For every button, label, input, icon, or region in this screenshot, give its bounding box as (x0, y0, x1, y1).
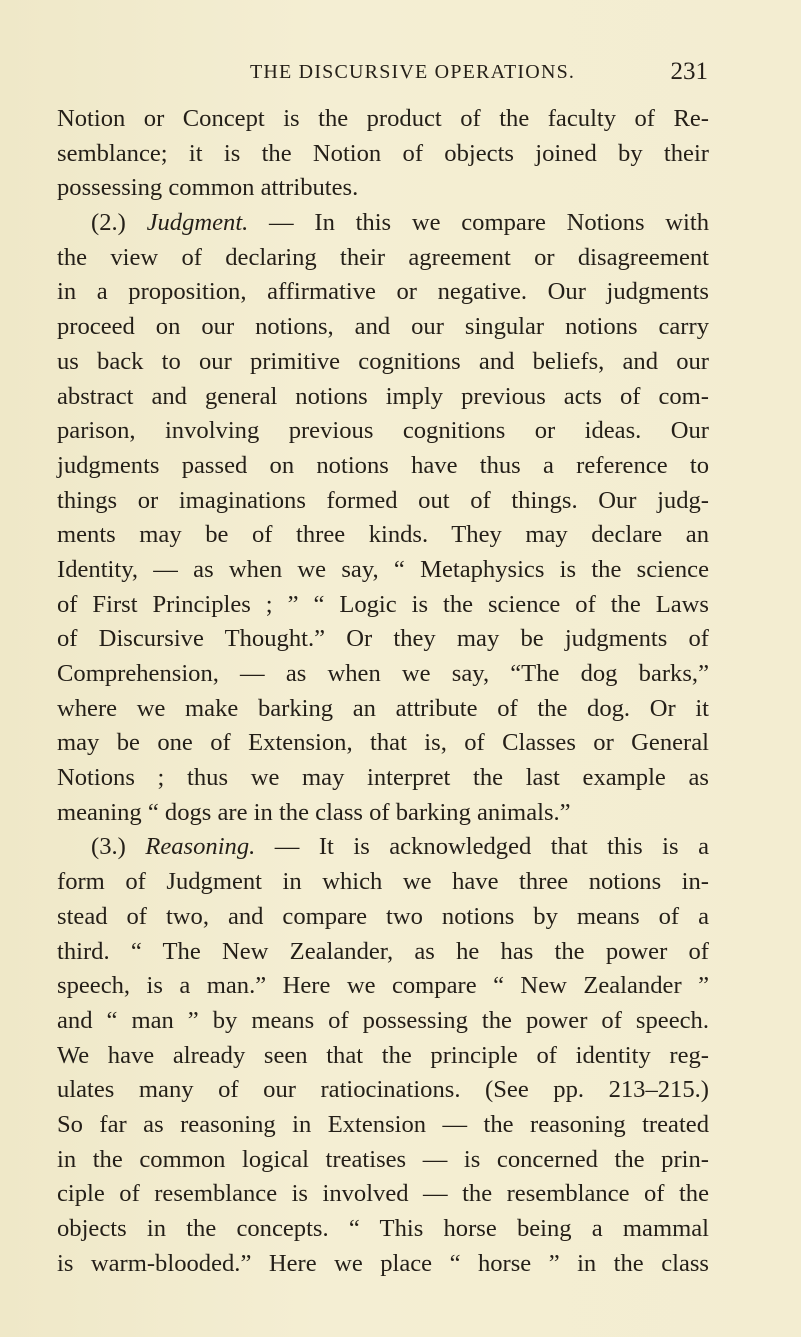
text-line: objects in the concepts. “ This horse being a mammal (57, 1215, 709, 1242)
text-line: We have already seen that the principle of identity reg- (57, 1041, 709, 1069)
text-line: may be one of Extension, that is, of Classes or General (57, 729, 709, 757)
text-span: — It is acknowledged that this is a (255, 833, 709, 861)
text-line: Notions ; thus we may interpret the last example as (57, 764, 709, 792)
text-line: ulates many of our ratiocinations. (See pp. 213–215.) (57, 1076, 709, 1104)
text-line: stead of two, and compare two notions by means of a (57, 902, 709, 930)
text-line: proceed on our notions, and our singular notions carry (57, 313, 709, 341)
section-number: (2.) (91, 209, 147, 237)
text-line: in the common logical treatises — is concerned the prin- (57, 1145, 709, 1173)
text-line: the view of declaring their agreement or disagreement (57, 243, 709, 271)
text-line: Comprehension, — as when we say, “The dog barks,” (57, 660, 709, 687)
section-heading-judgment: Judgment. (146, 209, 249, 237)
text-line: So far as reasoning in Extension — the reasoning treated (57, 1110, 709, 1138)
body-text (57, 102, 709, 1281)
section-number: (3.) (91, 833, 146, 861)
page-header (90, 58, 708, 92)
text-line: parison, involving previous cognitions or ideas. Our (57, 417, 709, 445)
paragraph-judgment-start (57, 206, 709, 241)
text-line: us back to our primitive cognitions and beliefs, and our (57, 347, 709, 375)
text-line: is warm-blooded.” Here we place “ horse ” in the class (57, 1249, 709, 1277)
text-line: speech, is a man.” Here we compare “ New Zealander ” (57, 972, 709, 1000)
section-heading-reasoning: Reasoning. (145, 833, 256, 861)
text-line: judgments passed on notions have thus a reference to (57, 451, 709, 479)
text-line: third. “ The New Zealander, as he has the power of (57, 937, 709, 965)
running-head: THE DISCURSIVE OPERATIONS. (250, 61, 576, 83)
text-line: abstract and general notions imply previous acts of com- (57, 382, 709, 410)
text-line: and “ man ” by means of possessing the power of speech. (57, 1006, 709, 1034)
text-line: Notion or Concept is the product of the faculty of Re- (57, 105, 709, 132)
text-line: in a proposition, affirmative or negative. Our judgments (57, 278, 709, 306)
text-line: possessing common attributes. (57, 174, 359, 202)
text-line: Identity, — as when we say, “ Metaphysics is the science (57, 555, 709, 583)
text-line: of First Principles ; ” “ Logic is the science of the Laws (57, 590, 709, 618)
text-line: ciple of resemblance is involved — the resemblance of the (57, 1180, 709, 1208)
text-line: meaning “ dogs are in the class of barking animals.” (57, 798, 571, 826)
paragraph-reasoning-start (57, 830, 709, 865)
text-line: form of Judgment in which we have three notions in- (57, 868, 709, 896)
text-span: — In this we compare Notions with (248, 209, 709, 237)
text-line: where we make barking an attribute of the dog. Or it (57, 694, 709, 722)
text-line: semblance; it is the Notion of objects joined by their (57, 139, 709, 167)
text-line: things or imaginations formed out of things. Our judg- (57, 486, 709, 514)
page-number: 231 (670, 58, 708, 85)
text-line: ments may be of three kinds. They may declare an (57, 521, 709, 549)
text-line: of Discursive Thought.” Or they may be judgments of (57, 625, 709, 653)
